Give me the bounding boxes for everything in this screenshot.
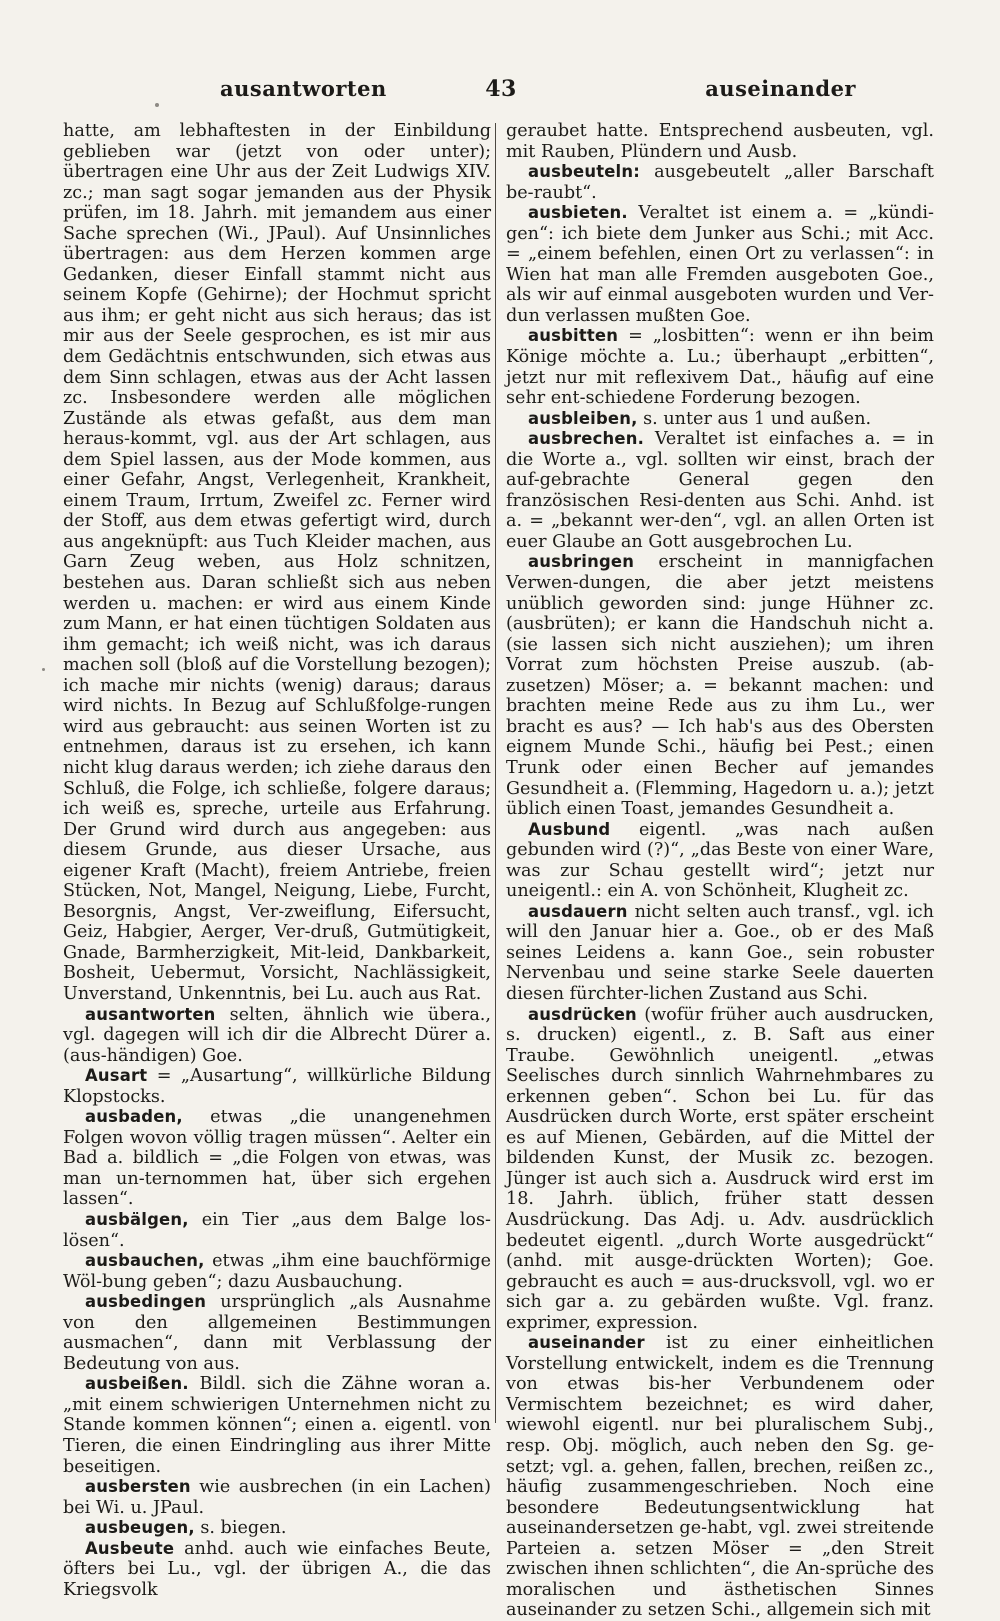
entry-text: (wofür früher auch ausdrucken, s. drucken) eigentl., z. B. Saft aus einer Traube. Gewöhnlich uneigentl. „etwas Seelisches durch sinnlich Wahrnehmbares zu erkennen geben“. Schon bei Lu. für das Ausdrücken durch Worte, erst später erscheint es auf Mienen, Gebärden, auf die Mittel der bildenden Kunst, der Musik zc. bezogen. Jünger ist auch sich a. Ausdruck wird erst im 18. Jahrh. üblich, früher statt dessen Ausdrückung. Das Adj. u. Adv. ausdrücklich bedeutet eigentl. „durch Worte ausgedrückt“ (anhd. mit ausge-drückten Worten); Goe. gebraucht es auch = aus-drucksvoll, vgl. wo er sich gar a. zu gebärden wußte. Vgl. franz. exprimer, expression.: [506, 1004, 934, 1333]
dictionary-entry: [63, 1292, 491, 1374]
entry-text: anhd. auch wie einfaches Beute, öfters bei Lu., vgl. der übrigen A., die das Kriegsvolk: [63, 1538, 491, 1600]
entry-text: selten, ähnlich wie übera., vgl. dagegen will ich dir die Albrecht Dürer a. (aus-händigen) Goe.: [63, 1004, 491, 1066]
dictionary-entry: [63, 1539, 491, 1601]
entry-text: ist zu einer einheitlichen Vorstellung entwickelt, indem es die Trennung von etwas bis-her Verbundenem oder Vermischtem bezeichnet; es wird daher, wiewohl eigentl. nur bei pluralischem Subj., resp. Obj. möglich, auch neben den Sg. ge-setzt; vgl. a. gehen, fallen, brechen, reißen zc., häufig zusammengeschrieben. Noch eine besondere Bedeutungsentwicklung hat auseinandersetzen ge-habt, vgl. zwei streitende Parteien a. setzen Möser = „den Streit zwischen ihnen schlichten“, die An-sprüche des moralischen und ästhetischen Sinnes auseinander zu setzen Schi., allgemein sich mit: [506, 1333, 934, 1621]
entry-headword: ausbersten: [85, 1477, 191, 1497]
entry-headword: ausantworten: [85, 1004, 216, 1024]
entry-headword: Ausbund: [528, 819, 611, 839]
entry-text: erscheint in mannigfachen Verwen-dungen, die aber jetzt meistens unüblich geworden sind: junge Hühner zc. (ausbrüten); er kann die Handschuh nicht a. (sie lassen sich nicht ausziehen); um ihren Vorrat zum höchsten Preise auszub. (ab-zusetzen) Möser; a. = bekannt machen: und brachten meine Rede aus zu ihm Lu., wer bracht es aus? — Ich hab's aus des Obersten eignem Munde Schi., häufig bei Pest.; einen Trunk oder einen Becher auf jemandes Gesundheit a. (Flemming, Hagedorn u. a.); jetzt üblich einen Toast, jemandes Gesundheit a.: [506, 552, 934, 820]
entry-headword: ausbrechen.: [528, 429, 645, 449]
dictionary-entry: [506, 203, 934, 326]
dictionary-entry: [506, 820, 934, 902]
entry-text: = „losbitten“: wenn er ihn beim Könige möchte a. Lu.; überhaupt „erbitten“, jetzt nur mit reflexivem Dat., häufig auf eine sehr ent-schiedene Forderung bezogen.: [506, 326, 934, 409]
entry-headword: ausbauchen,: [85, 1251, 205, 1271]
entry-text: etwas „ihm eine bauchförmige Wöl-bung geben“; dazu Ausbauchung.: [63, 1251, 491, 1292]
dictionary-entry: [63, 1251, 491, 1292]
paper-speck: [155, 103, 159, 107]
dictionary-entry: [506, 1333, 934, 1621]
entry-text: nicht selten auch transf., vgl. ich will den Januar hier a. Goe., ob er des Maß seines Leidens a. kann Goe., sein robuster Nervenbau und seine starke Seele dauerten diesen fürchter-lichen Zustand aus Schi.: [506, 901, 934, 1004]
entry-text: Veraltet ist einfaches a. = in die Worte a., vgl. sollten wir einst, brach der auf-gebrachte General gegen den französischen Resi-denten aus Schi. Anhd. ist a. = „bekannt wer-den“, vgl. an allen Orten ist euer Glaube an Gott ausgebrochen Lu.: [506, 429, 934, 552]
column-divider: [495, 123, 496, 1423]
entry-headword: ausdrücken: [528, 1004, 637, 1024]
entry-continuation: [63, 121, 491, 1005]
entry-text: s. biegen.: [194, 1518, 287, 1539]
entry-text: ursprünglich „als Ausnahme von den allgemeinen Bestimmungen ausmachen“, dann mit Verblassung der Bedeutung von aus.: [63, 1292, 491, 1374]
entry-headword: ausbitten: [528, 326, 619, 346]
entry-text: s. unter aus 1 und außen.: [637, 408, 872, 429]
entry-headword: ausdauern: [528, 901, 628, 921]
entry-text: etwas „die unangenehmen Folgen wovon völlig tragen müssen“. Aelter ein Bad a. bildlich = „die Folgen von etwas, was man un-ternommen hat, über sich ergehen lassen“.: [63, 1107, 491, 1210]
dictionary-entry: [506, 326, 934, 408]
running-head-right: auseinander: [705, 76, 856, 101]
running-head-left: ausantworten: [220, 76, 387, 101]
entry-headword: ausbleiben,: [528, 408, 638, 428]
dictionary-entry: [63, 1005, 491, 1067]
dictionary-entry: [506, 409, 934, 430]
dictionary-entry: [506, 902, 934, 1005]
dictionary-entry: [63, 1066, 491, 1107]
entry-headword: ausbaden,: [85, 1107, 183, 1127]
left-column: [63, 121, 491, 1600]
dictionary-entry: [506, 162, 934, 203]
entry-headword: ausbringen: [528, 552, 635, 572]
dictionary-entry: [63, 1210, 491, 1251]
entry-headword: Ausbeute: [85, 1538, 175, 1558]
entry-headword: ausbeugen,: [85, 1518, 195, 1538]
dictionary-entry: [63, 1374, 491, 1477]
entry-text: hatte, am lebhaftesten in der Einbildung geblieben war (jetzt von oder unter); übertragen eine Uhr aus der Zeit Ludwigs XIV. zc.; man sagt sogar jemanden aus der Physik prüfen, im 18. Jahrh. mit jemandem aus einer Sache sprechen (Wi., JPaul). Auf Unsinnliches übertragen: aus dem Herzen kommen arge Gedanken, dieser Einfall stammt nicht aus seinem Kopfe (Gehirne); der Hochmut spricht aus ihm; er geht nicht aus sich heraus; das ist mir aus der Seele gesprochen, es ist mir aus dem Gedächtnis entschwunden, sich etwas aus dem Sinn schlagen, etwas aus der Acht lassen zc. Insbesondere werden alle möglichen Zustände als etwas gefaßt, aus dem man heraus-kommt, vgl. aus der Art schlagen, aus dem Spiel lassen, aus der Mode kommen, aus einer Gefahr, Angst, Verlegenheit, Krankheit, einem Traum, Irrtum, Zweifel zc. Ferner wird der Stoff, aus dem etwas gefertigt wird, durch aus angeknüpft: aus Tuch Kleider machen, aus Garn Zeug weben, aus Holz schnitzen, bestehen aus. Daran schließt sich aus neben werden u. machen: er wird aus einem Kinde zum Mann, er hat einen tüchtigen Soldaten aus ihm gemacht; ich weiß nicht, was ich daraus machen soll (bloß auf die Vorstellung bezogen); ich mache mir nichts (wenig) daraus; daraus wird nichts. In Bezug auf Schlußfolge-rungen wird aus gebraucht: aus seinen Worten ist zu entnehmen, daraus ist zu ersehen, ich kann nicht klug daraus werden; ich ziehe daraus den Schluß, die Folge, ich schließe, folgere daraus; ich weiß es, spreche, urteile aus Erfahrung. Der Grund wird durch aus angegeben: aus diesem Grunde, aus dieser Ursache, aus eigener Kraft (Macht), freiem Antriebe, freien Stücken, Not, Mangel, Neigung, Liebe, Furcht, Besorgnis, Angst, Ver-zweiflung, Eifersucht, Geiz, Habgier, Aerger, Ver-druß, Gutmütigkeit, Gnade, Barmherzigkeit, Mit-leid, Dankbarkeit, Bosheit, Uebermut, Vorsicht, Nachlässigkeit, Unverstand, Unkenntnis, bei Lu. auch aus Rat.: [63, 121, 491, 1004]
entry-headword: auseinander: [528, 1333, 645, 1353]
dictionary-entry: [63, 1477, 491, 1518]
entry-text: ausgebeutelt „aller Barschaft be-raubt“.: [506, 162, 934, 203]
dictionary-entry: [63, 1107, 491, 1210]
entry-continuation: [506, 121, 934, 162]
dictionary-entry: [506, 552, 934, 819]
entry-text: eigentl. „was nach außen gebunden wird (?)“, „das Beste von einer Ware, was zur Schau gestellt wird“; jetzt nur uneigentl.: ein A. von Schönheit, Klugheit zc.: [506, 819, 934, 902]
page-header: [72, 76, 930, 106]
entry-text: Bildl. sich die Zähne woran a. „mit einem schwierigen Unternehmen nicht zu Stande kommen können“; einen a. eigentl. von Tieren, die einen Eindringling aus ihrer Mitte beseitigen.: [63, 1374, 491, 1477]
dictionary-entry: [506, 429, 934, 552]
right-column: [506, 121, 934, 1621]
paper-speck: [42, 668, 45, 671]
entry-headword: ausbälgen,: [85, 1209, 189, 1229]
entry-headword: Ausart: [85, 1066, 148, 1086]
entry-headword: ausbieten.: [528, 203, 628, 223]
entry-headword: ausbeißen.: [85, 1374, 189, 1394]
entry-text: = „Ausartung“, willkürliche Bildung Klopstocks.: [63, 1066, 491, 1107]
entry-headword: ausbeuteln:: [528, 162, 640, 182]
entry-text: ein Tier „aus dem Balge los-lösen“.: [63, 1209, 491, 1251]
entry-text: geraubet hatte. Entsprechend ausbeuten, vgl. mit Rauben, Plündern und Ausb.: [506, 121, 934, 162]
entry-text: wie ausbrechen (in ein Lachen) bei Wi. u. JPaul.: [63, 1477, 491, 1518]
dictionary-entry: [506, 1005, 934, 1334]
entry-text: Veraltet ist einem a. = „kündi-gen“: ich biete dem Junker aus Schi.; mit Acc. = „einem befehlen, einen Ort zu verlassen“: in Wien hat man alle Fremden ausgeboten Goe., als wir auf einmal ausgeboten wurden und Ver-dun verlassen mußten Goe.: [506, 203, 934, 326]
dictionary-entry: [63, 1518, 491, 1539]
page-number: 43: [485, 76, 517, 102]
entry-headword: ausbedingen: [85, 1292, 207, 1312]
